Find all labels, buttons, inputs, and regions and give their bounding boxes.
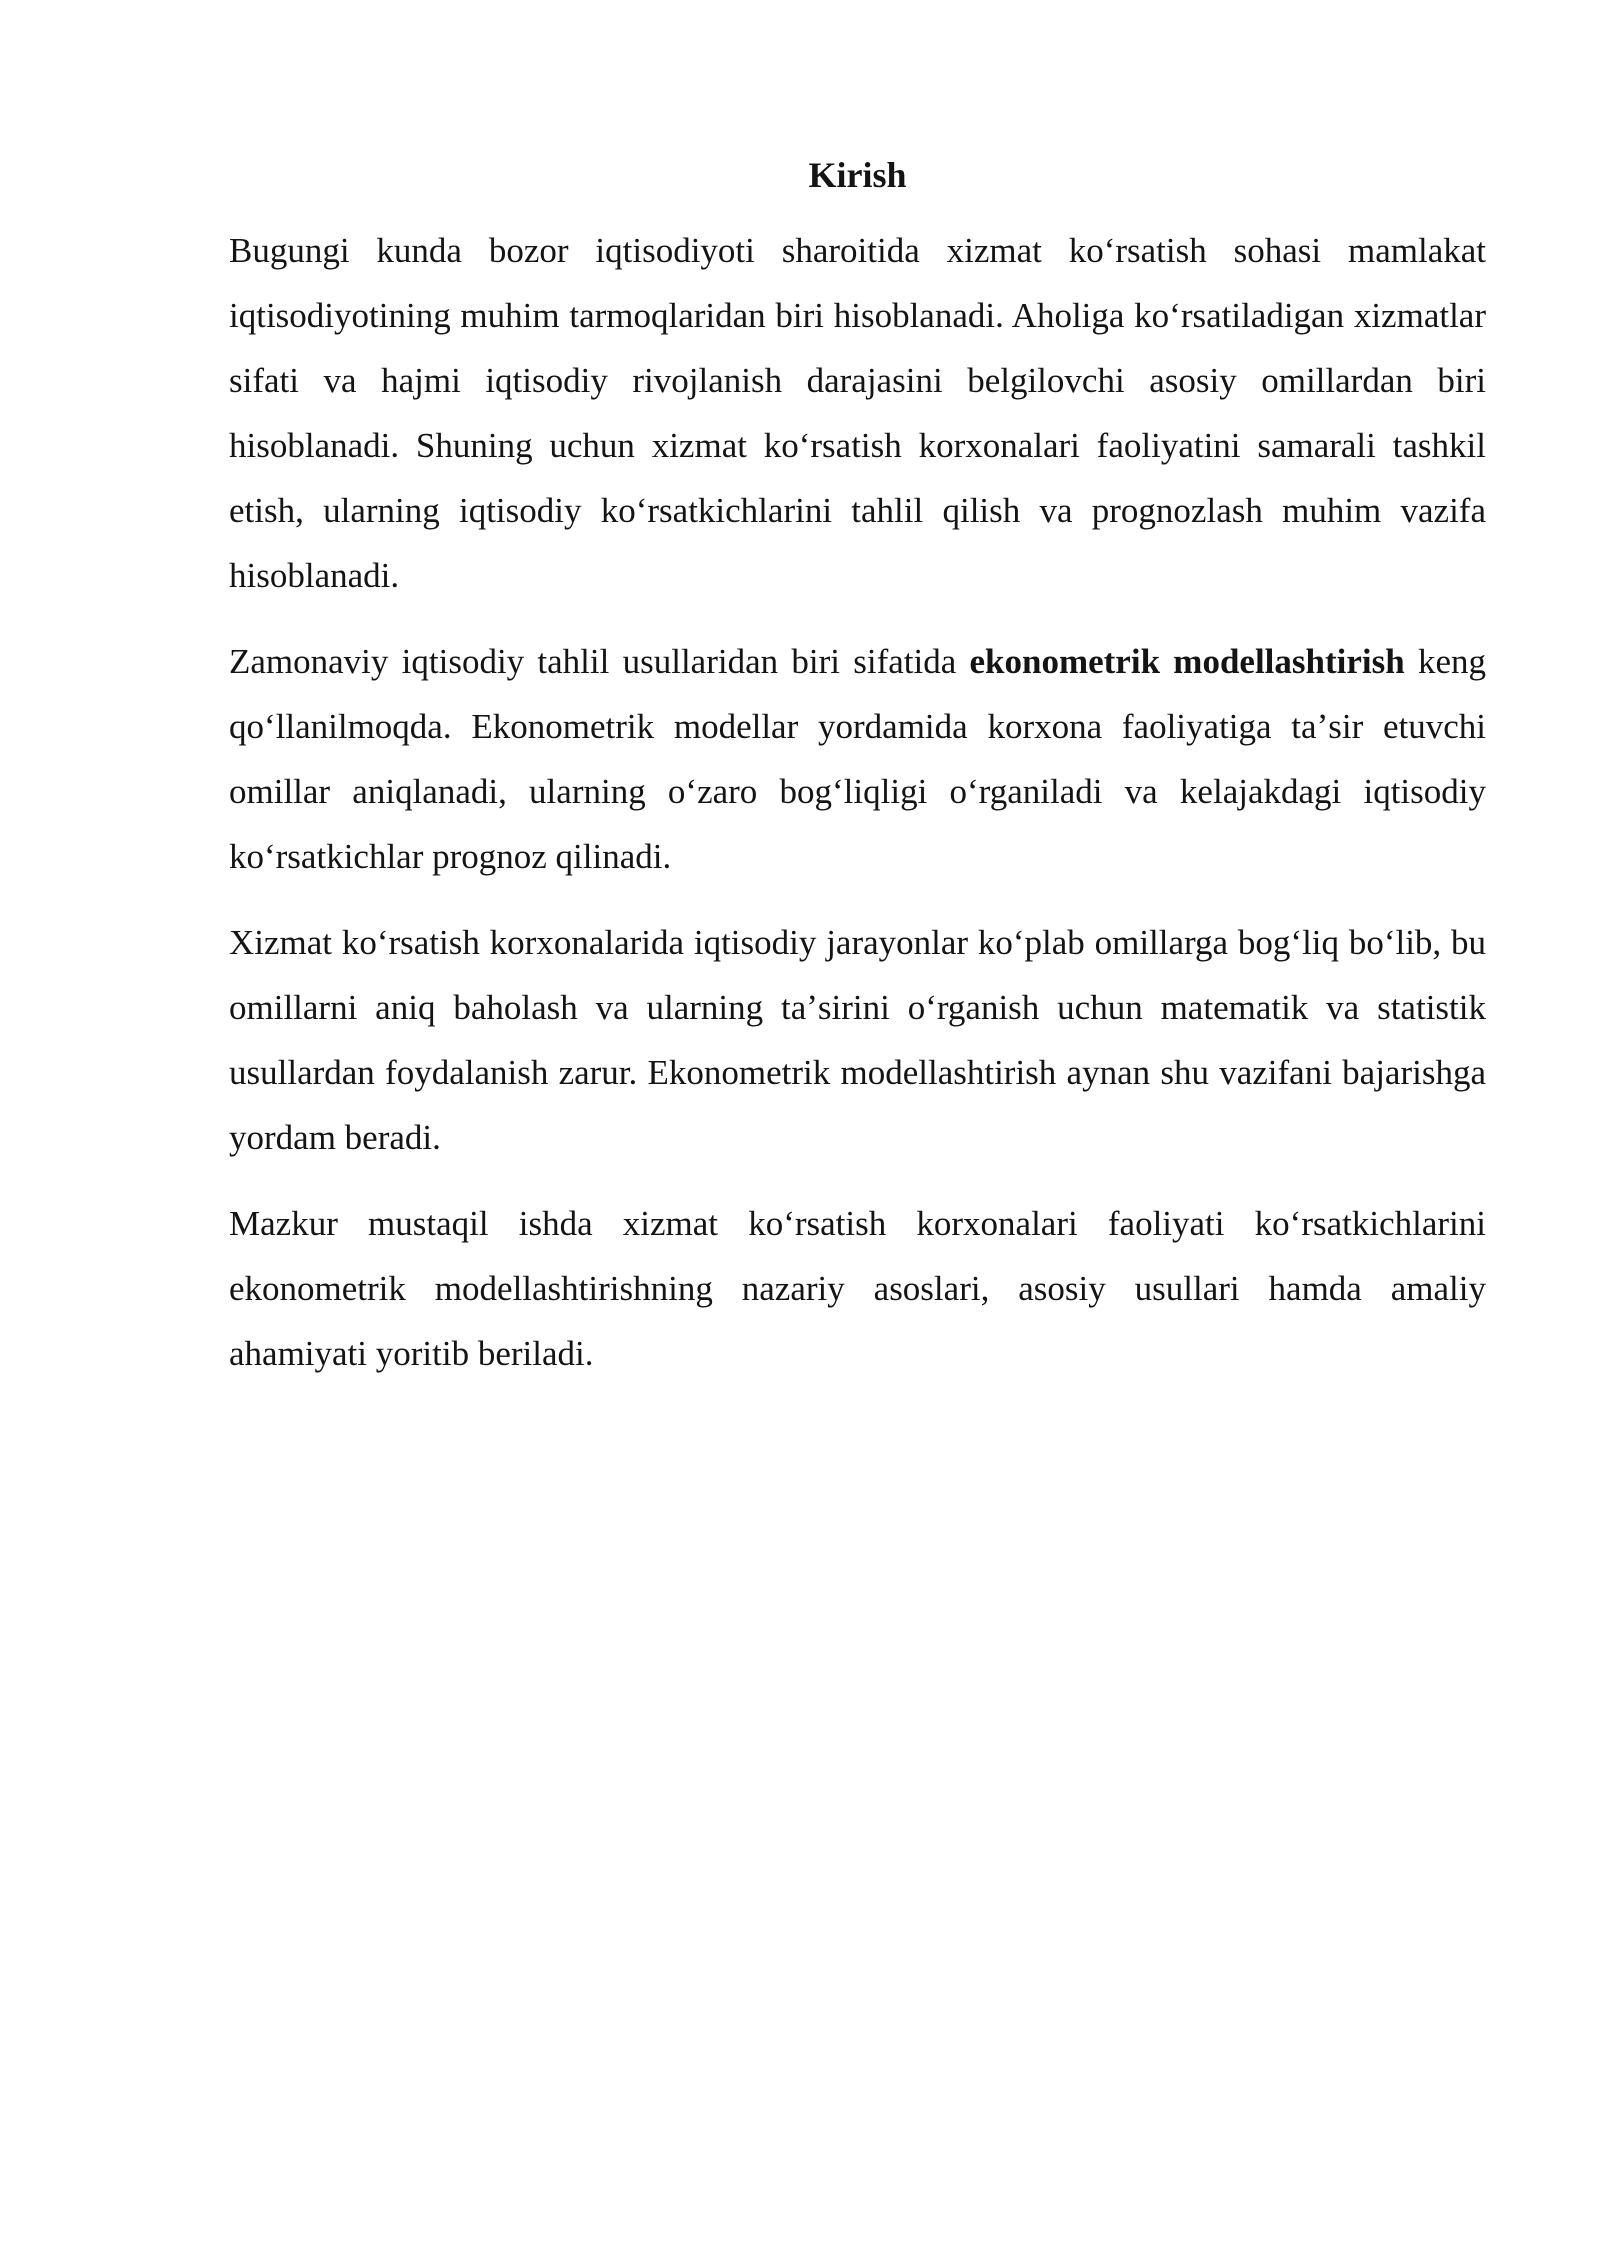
- paragraph-4: Mazkur mustaqil ishda xizmat koʻrsatish korxonalari faoliyati koʻrsatkichlarini ekonometrik modellashtirishning nazariy asoslari, asosiy usullari hamda amaliy ahamiyati yoritib beriladi.: [229, 1204, 1486, 1373]
- paragraph-2-lead: Zamonaviy iqtisodiy tahlil usullaridan biri sifatida: [229, 642, 970, 681]
- page-content: [229, 148, 1486, 1407]
- paragraph-2-tail: keng qoʻllanilmoqda. Ekonometrik modellar yordamida korxona faoliyatiga taʼsir etuvchi omillar aniqlanadi, ularning oʻzaro bogʻliqligi oʻrganiladi va kelajakdagi iqtisodiy koʻrsatkichlar prognoz qilinadi.: [229, 642, 1486, 876]
- paragraph-1: Bugungi kunda bozor iqtisodiyoti sharoitida xizmat koʻrsatish sohasi mamlakat iqtisodiyotining muhim tarmoqlaridan biri hisoblanadi. Aholiga koʻrsatiladigan xizmatlar sifati va hajmi iqtisodiy rivojlanish darajasini belgilovchi asosiy omillardan biri hisoblanadi. Shuning uchun xizmat koʻrsatish korxonalari faoliyatini samarali tashkil etish, ularning iqtisodiy koʻrsatkichlarini tahlil qilish va prognozlash muhim vazifa hisoblanadi.: [229, 231, 1486, 595]
- page-title: Kirish: [808, 155, 907, 195]
- paragraph-2-bold-term: ekonometrik modellashtirish: [969, 642, 1405, 681]
- paragraph-3: Xizmat koʻrsatish korxonalarida iqtisodiy jarayonlar koʻplab omillarga bogʻliq boʻlib, bu omillarni aniq baholash va ularning taʼsirini oʻrganish uchun matematik va statistik usullardan foydalanish zarur. Ekonometrik modellashtirish aynan shu vazifani bajarishga yordam beradi.: [229, 923, 1486, 1157]
- paragraph-2: [229, 629, 1486, 889]
